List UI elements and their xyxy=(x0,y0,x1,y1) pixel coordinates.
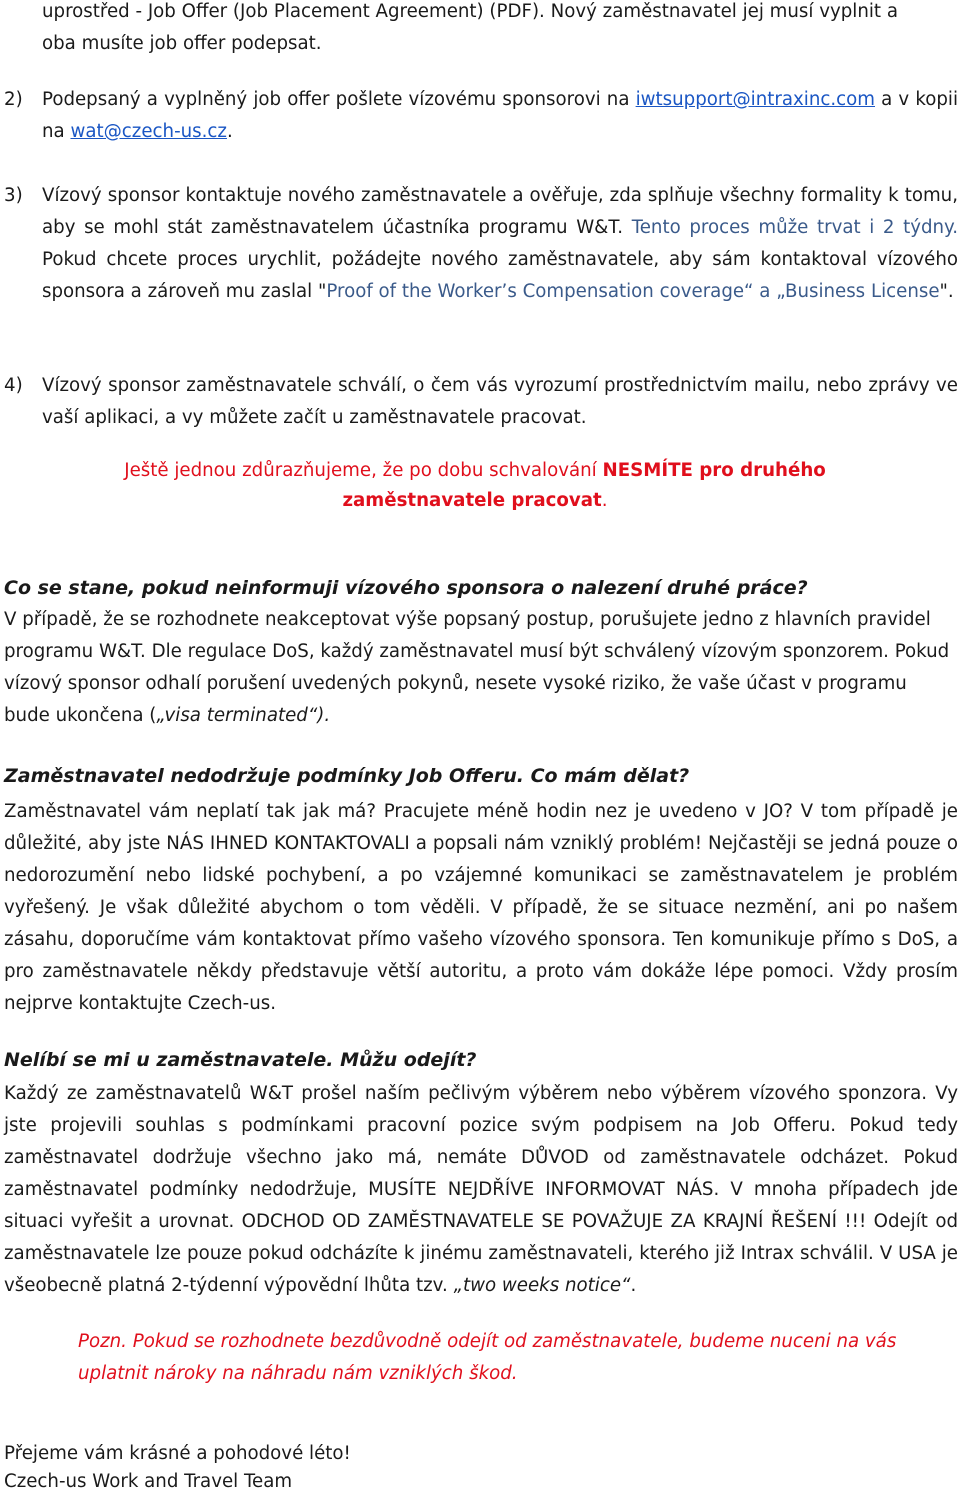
step-number: 4) xyxy=(4,375,23,396)
intro-line-1: uprostřed - Job Offer (Job Placement Agreement) (PDF). Nový zaměstnavatel jej musí vyplnit a xyxy=(42,1,898,22)
section-body-leave: Každý ze zaměstnavatelů W&T prošel naším pečlivým výběrem nebo výběrem vízového sponzora. Vy jste projevili souhlas s podmínkami pracovní pozice svým podpisem na Job Offeru. Pokud tedy zaměstnavatel dodržuje všechno jako má, nemáte DŮVOD od zaměstnavatele odcházet. Pokud zaměstnavatel podmínky nedodržuje, MUSÍTE NEJDŘÍVE INFORMOVAT NÁS. V mnoha případech jde situaci vyřešit a urovnat. ODCHOD OD ZAMĚSTNAVATELE SE POVAŽUJE ZA KRAJNÍ ŘEŠENÍ !!! Odejít od zaměstnavatele lze pouze pokud odcházíte k jinému zaměstnavateli, kterého již Intrax schválil. V USA je všeobecně platná 2-týdenní výpovědní lhůta tzv. „two weeks notice“. xyxy=(4,1083,958,1296)
step-number: 2) xyxy=(4,89,23,110)
step-4 xyxy=(4,370,958,434)
highlight-documents: Proof of the Worker’s Compensation coverage“ a „Business License xyxy=(326,281,940,302)
step-text: Vízový sponsor kontaktuje nového zaměstnavatele a ověřuje, zda splňuje všechny formality k tomu, aby se mohl stát zaměstnavatelem účastníka programu W&T. Tento proces může trvat i 2 týdny. Pokud chcete proces urychlit, požádejte nového zaměstnavatele, aby sám kontaktoval vízového sponsora a zároveň mu zaslal "Proof of the Worker’s Compensation coverage“ a „Business License". xyxy=(42,185,958,302)
step-text: Vízový sponsor zaměstnavatele schválí, o čem vás vyrozumí prostřednictvím mailu, nebo zprávy ve vaší aplikaci, a vy můžete začít u zaměstnavatele pracovat. xyxy=(42,375,958,428)
section-heading-leave: Nelíbí se mi u zaměstnavatele. Můžu odejít? xyxy=(4,1049,477,1071)
section-body-job-offer: Zaměstnavatel vám neplatí tak jak má? Pracujete méně hodin nez je uvedeno v JO? V tom případě je důležité, aby jste NÁS IHNED KONTAKTOVALI a popsali nám vzniklý problém! Nejčastěji se jedná pouze o nedorozumění nebo lidské pochybení, a po vzájemné komunikaci se zaměstnavatelem je problém vyřešený. Je však důležité abychom o tom věděli. V případě, že se situace nezmění, ani po našem zásahu, doporučíme vám kontaktovat přímo vašeho vízového sponsora. Ten komunikuje přímo s DoS, a pro zaměstnavatele někdy představuje větší autoritu, a proto vám dokáže lépe pomoci. Vždy prosím nejprve kontaktujte Czech-us. xyxy=(4,801,958,1014)
email-link-czech-us[interactable]: wat@czech-us.cz xyxy=(70,121,227,142)
step-3 xyxy=(4,180,958,308)
step-text: Podepsaný a vyplněný job offer pošlete vízovému sponsorovi na iwtsupport@intraxinc.com a v kopii na wat@czech-us.cz. xyxy=(42,89,958,142)
warning-text: Ještě jednou zdůrazňujeme, že po dobu schvalování NESMÍTE pro druhého zaměstnavatele pracovat. xyxy=(124,460,826,511)
closing-signature: Czech-us Work and Travel Team xyxy=(4,1471,293,1492)
closing-wish: Přejeme vám krásné a pohodové léto! xyxy=(4,1443,351,1464)
intro-line-2: oba musíte job offer podepsat. xyxy=(42,33,322,54)
section-heading-job-offer: Zaměstnavatel nedodržuje podmínky Job Offeru. Co mám dělat? xyxy=(4,765,690,787)
step-2 xyxy=(4,84,958,148)
section-heading-second-job: Co se stane, pokud neinformuji vízového sponsora o nalezení druhé práce? xyxy=(4,577,808,599)
note-text: Pozn. Pokud se rozhodnete bezdůvodně odejít od zaměstnavatele, budeme nuceni na vás uplatnit nároky na náhradu nám vzniklých škod. xyxy=(78,1331,897,1384)
email-link-intrax[interactable]: iwtsupport@intraxinc.com xyxy=(635,89,875,110)
section-body-second-job: V případě, že se rozhodnete neakceptovat výše popsaný postup, porušujete jedno z hlavních pravidel programu W&T. Dle regulace DoS, každý zaměstnavatel musí být schválený vízovým sponzorem. Pokud vízový sponsor odhalí porušení uvedených pokynů, nesete vysoké riziko, že vaše účast v programu bude ukončena („visa terminated“). xyxy=(4,609,950,726)
step-number: 3) xyxy=(4,185,23,206)
highlight-duration: Tento proces může trvat i 2 týdny. xyxy=(631,217,958,238)
